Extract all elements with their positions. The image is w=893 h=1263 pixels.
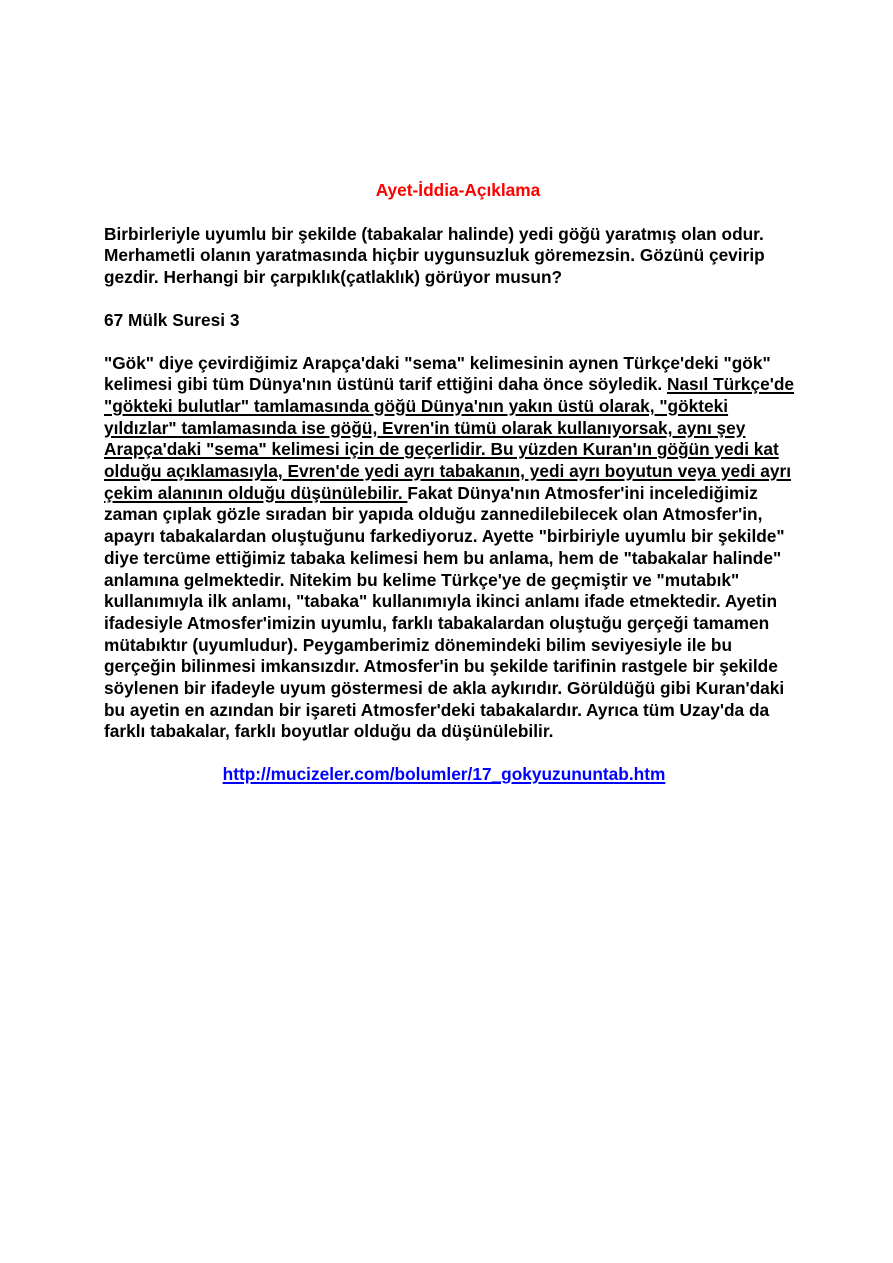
explanation-rest: Fakat Dünya'nın Atmosfer'ini incelediğimiz zaman çıplak gözle sıradan bir yapıda olduğu zannedilebilecek olan Atmosfer'in, apayrı tabakalardan oluştuğunu farkediyoruz. Ayette "birbiriyle uyumlu bir şekilde" diye tercüme ettiğimiz tabaka kelimesi hem bu anlama, hem de "tabakalar halinde" anlamına gelmektedir. Nitekim bu kelime Türkçe'ye de geçmiştir ve "mutabık" kullanımıyla ilk anlamı, "tabaka" kullanımıyla ikinci anlamı ifade etmektedir. Ayetin ifadesiyle Atmosfer'imizin uyumlu, farklı tabakalardan oluştuğu gerçeği tamamen mütabıktır (uyumludur). Peygamberimiz dönemindeki bilim seviyesiyle ile bu gerçeğin bilinmesi imkansızdır. Atmosfer'in bu şekilde tarifinin rastgele bir şekilde söylenen bir ifadeyle uyum göstermesi de akla aykırıdır. Görüldüğü gibi Kuran'daki bu ayetin en azından bir işareti Atmosfer'deki tabakalardır. Ayrıca tüm Uzay'da da farklı tabakalar, farklı boyutlar olduğu da düşünülebilir.: [104, 482, 785, 742]
document-page: [104, 180, 804, 786]
source-link[interactable]: http://mucizeler.com/bolumler/17_gokyuzununtab.htm: [222, 764, 666, 785]
verse-text: Birbirleriyle uyumlu bir şekilde (tabakalar halinde) yedi göğü yaratmış olan odur. Merhametli olanın yaratmasında hiçbir uygunsuzluk göremezsin. Gözünü çevirip gezdir. Herhangi bir çarpıklık(çatlaklık) görüyor musun?: [104, 223, 765, 288]
explanation-paragraph: [104, 353, 804, 744]
verse-reference: 67 Mülk Suresi 3: [104, 309, 240, 330]
explanation-intro: "Gök" diye çevirdiğimiz Arapça'daki "sema" kelimesinin aynen Türkçe'deki "gök" kelimesi gibi tüm Dünya'nın üstünü tarif ettiğini daha önce söyledik.: [104, 352, 771, 395]
page-title: Ayet-İddia-Açıklama: [375, 180, 541, 200]
explanation-underlined: Nasıl Türkçe'de "gökteki bulutlar" tamlamasında göğü Dünya'nın yakın üstü olarak, "gökteki yıldızlar" tamlamasında ise göğü, Evren'in tümü olarak kullanıyorsak, aynı şey Arapça'daki "sema" kelimesi için de geçerlidir. Bu yüzden Kuran'ın göğün yedi kat olduğu açıklamasıyla, Evren'de yedi ayrı tabakanın, yedi ayrı boyutun veya yedi ayrı çekim alanının olduğu düşünülebilir.: [104, 374, 795, 503]
